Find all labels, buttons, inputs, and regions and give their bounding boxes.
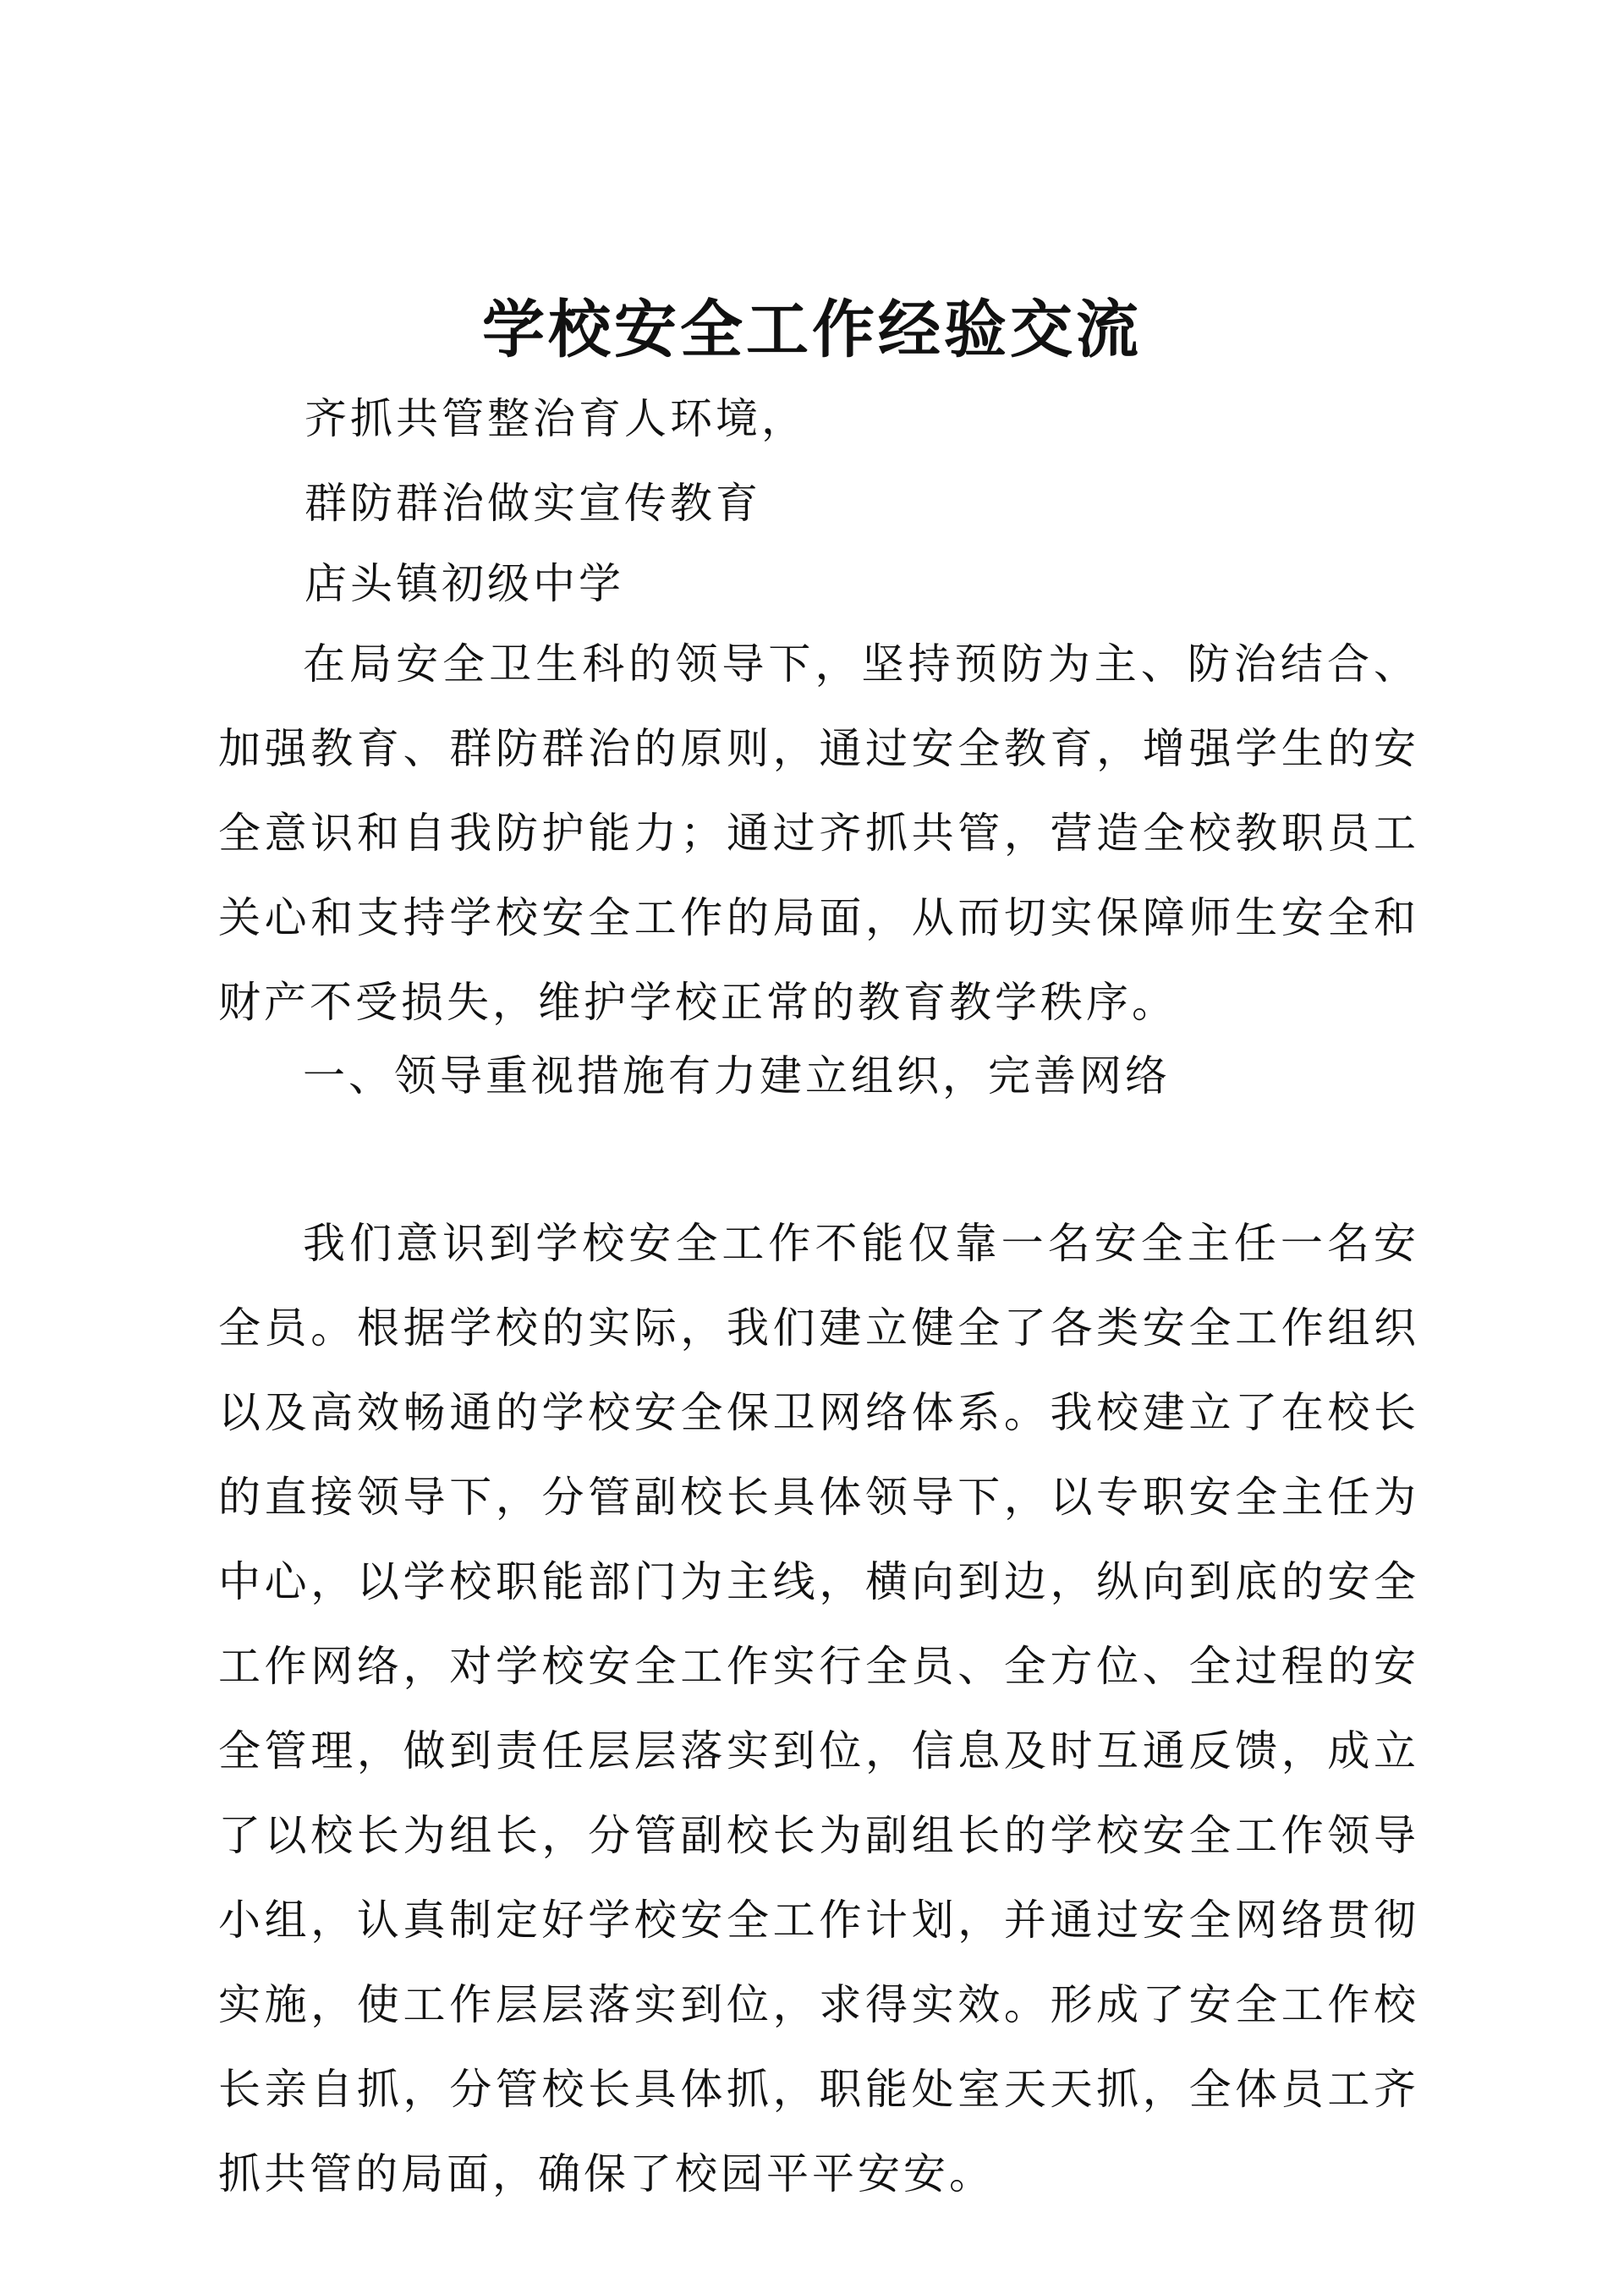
subtitle-line-2: 群防群治做实宣传教育	[304, 479, 761, 528]
section-heading-1: 一、领导重视措施有力建立组织，完善网络	[303, 1051, 1171, 1100]
school-name: 店头镇初级中学	[304, 559, 624, 608]
document-title: 学校安全工作经验交流	[482, 294, 1142, 366]
paragraph-intro: 在局安全卫生科的领导下，坚持预防为主、防治结合、加强教育、群防群治的原则，通过安全教育，增强学生的安全意识和自我防护能力；通过齐抓共管，营造全校教职员工关心和支持学校安全工作的局面，从而切实保障师生安全和财产不受损失，维护学校正常的教育教学秩序。	[218, 639, 1419, 1027]
subtitle-line-1: 齐抓共管整治育人环境，	[304, 394, 807, 443]
paragraph-section-1: 我们意识到学校安全工作不能仅靠一名安全主任一名安全员。根据学校的实际，我们建立健全了各类安全工作组织以及高效畅通的学校安全保卫网络体系。我校建立了在校长的直接领导下，分管副校长具体领导下，以专职安全主任为中心，以学校职能部门为主线，横向到边，纵向到底的安全工作网络，对学校安全工作实行全员、全方位、全过程的安全管理，做到责任层层落实到位，信息及时互通反馈，成立了以校长为组长，分管副校长为副组长的学校安全工作领导小组，认真制定好学校安全工作计划，并通过安全网络贯彻实施，使工作层层落实到位，求得实效。形成了安全工作校长亲自抓，分管校长具体抓，职能处室天天抓，全体员工齐抓共管的局面，确保了校园平平安安。	[218, 1219, 1419, 2198]
